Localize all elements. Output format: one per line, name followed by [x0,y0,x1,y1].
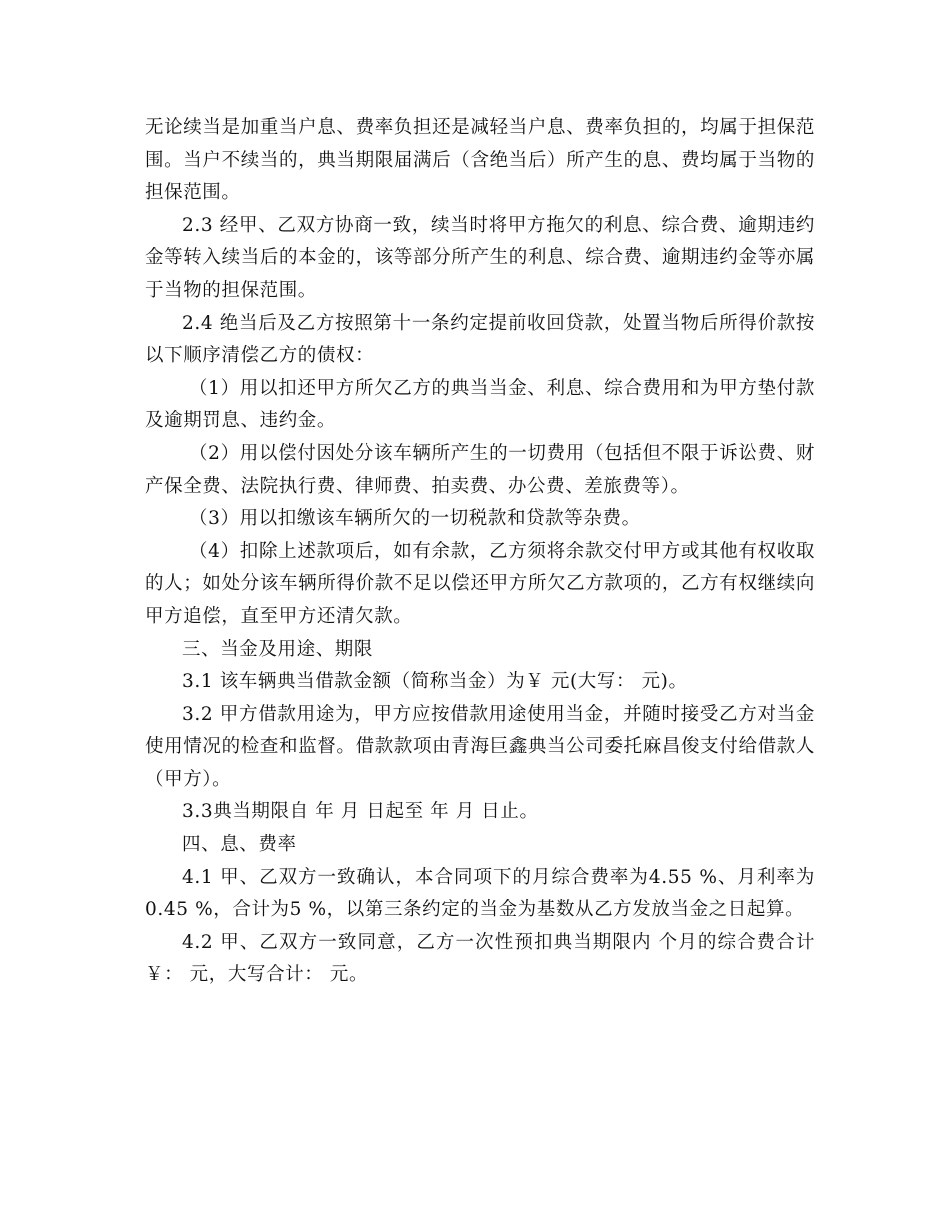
clause-2-3: 2.3 经甲、乙双方协商一致，续当时将甲方拖欠的利息、综合费、逾期违约金等转入续当后的本金的，该等部分所产生的利息、综合费、逾期违约金等亦属于当物的担保范围。 [145,214,815,301]
clause-2-4-item-1: （1）用以扣还甲方所欠乙方的典当当金、利息、综合费用和为甲方垫付款及逾期罚息、违约金。 [145,377,815,432]
section-3-heading: 三、当金及用途、期限 [182,638,374,660]
section-4-heading: 四、息、费率 [182,834,297,856]
clause-3-2: 3.2 甲方借款用途为，甲方应按借款用途使用当金，并随时接受乙方对当金使用情况的检查和监督。借款款项由青海巨鑫典当公司委托麻昌俊支付给借款人（甲方）。 [145,703,815,790]
clause-4-1: 4.1 甲、乙双方一致确认，本合同项下的月综合费率为4.55 %、月利率为0.45 %，合计为5 %，以第三条约定的当金为基数从乙方发放当金之日起算。 [145,866,815,921]
clause-2-4-item-4: （4）扣除上述款项后，如有余款，乙方须将余款交付甲方或其他有权收取的人；如处分该车辆所得价款不足以偿还甲方所欠乙方款项的，乙方有权继续向甲方追偿，直至甲方还清欠款。 [145,540,815,627]
clause-2-4-item-3: （3）用以扣缴该车辆所欠的一切税款和贷款等杂费。 [189,508,641,530]
clause-3-3: 3.3典当期限自 年 月 日起至 年 月 日止。 [182,801,539,823]
paragraph-continuation: 无论续当是加重当户息、费率负担还是减轻当户息、费率负担的，均属于担保范围。当户不续当的，典当期限届满后（含绝当后）所产生的息、费均属于当物的担保范围。 [145,117,815,204]
document-body [145,112,815,992]
clause-2-4-item-2: （2）用以偿付因处分该车辆所产生的一切费用（包括但不限于诉讼费、财产保全费、法院执行费、律师费、拍卖费、办公费、差旅费等）。 [145,442,815,497]
clause-2-4: 2.4 绝当后及乙方按照第十一条约定提前收回贷款，处置当物后所得价款按以下顺序清偿乙方的债权： [145,312,815,367]
clause-3-1: 3.1 该车辆典当借款金额（简称当金）为￥ 元(大写： 元)。 [182,671,688,693]
clause-4-2: 4.2 甲、乙双方一致同意，乙方一次性预扣典当期限内 个月的综合费合计￥： 元，大写合计： 元。 [145,931,815,986]
